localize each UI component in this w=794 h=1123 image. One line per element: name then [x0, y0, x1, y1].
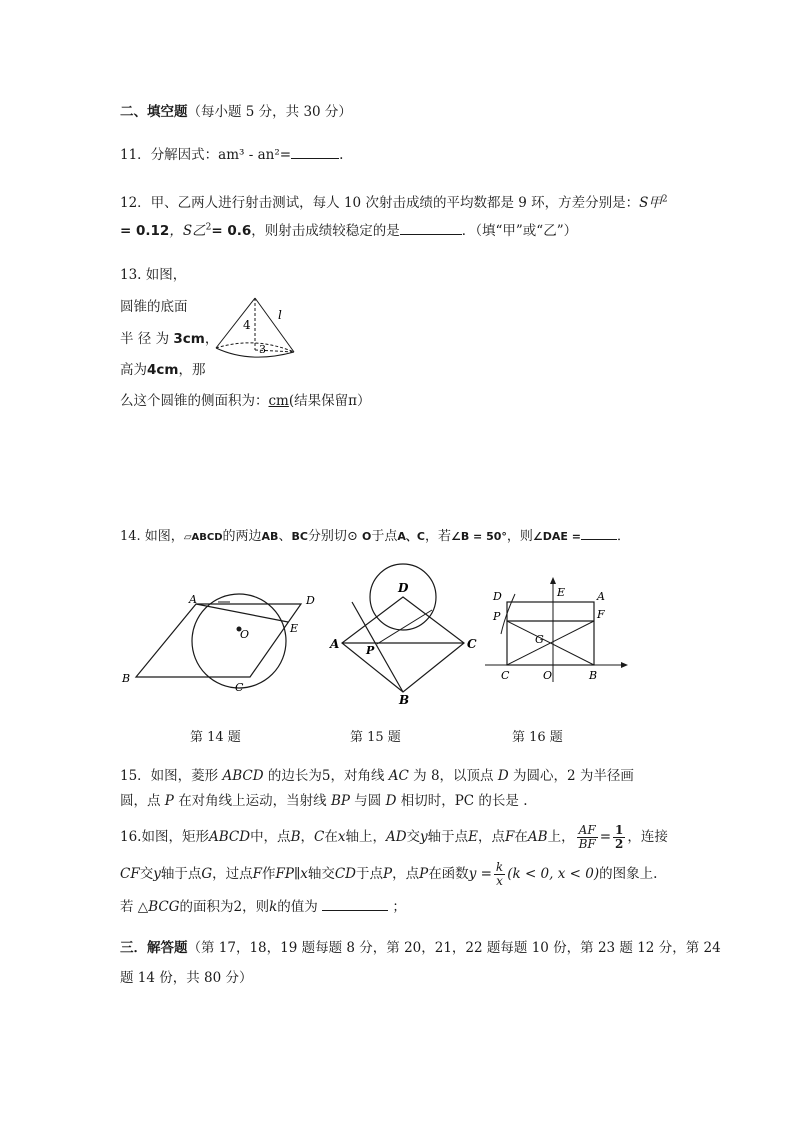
caption-15: 第 15 题 — [350, 730, 401, 745]
q16-t2: 中，点 — [250, 829, 291, 845]
q16-t17: 于点 — [356, 866, 383, 882]
f14-label-c: C — [235, 681, 244, 694]
q16-blank[interactable] — [322, 897, 388, 911]
x-axis-arrow — [621, 662, 628, 668]
q14-circle-symbol: ⊙ — [346, 529, 358, 544]
q14-parallelogram: ▱ABCD — [183, 532, 223, 543]
q16-abcd: ABCD — [208, 829, 251, 845]
q16-c: C — [313, 829, 325, 845]
q15-diagonal: 8 — [430, 768, 440, 784]
q15-bp: BP — [330, 793, 350, 809]
q15-side: 5 — [321, 768, 331, 784]
segment-pc — [377, 610, 432, 644]
q14-text-4: ，若 — [424, 529, 451, 544]
f15-label-p: P — [366, 644, 375, 657]
section-3-note-1: （第 17，18，19 题每题 8 分，第 20，21，22 题每题 10 份，第 23 题 12 分，第 24 — [187, 940, 721, 956]
q16-f: F — [505, 829, 515, 845]
q16-t15: 作 — [262, 866, 276, 882]
q16-half-den: 2 — [615, 837, 624, 851]
f16-label-f: F — [597, 608, 605, 621]
q14-blank[interactable] — [581, 526, 617, 540]
f15-label-b: B — [399, 693, 410, 707]
cone-figure — [210, 292, 310, 364]
q16-eq: = — [599, 829, 612, 845]
q16-t1: 16.如图，矩形 — [120, 829, 209, 845]
q13-l3-text: 半 径 为 — [120, 331, 170, 347]
q15-t6: 为圆心， — [512, 768, 567, 784]
q16-t7: 轴于点 — [427, 829, 469, 845]
question-14 — [120, 525, 630, 544]
q12-value-2: = 0.6 — [211, 223, 252, 239]
segment-ae — [196, 604, 288, 622]
f16-label-e: E — [557, 586, 566, 599]
q15-p: P — [164, 793, 174, 809]
q12-s-yi: ，S乙 — [169, 223, 206, 239]
f16-label-d: D — [493, 590, 502, 603]
q14-ab: AB — [261, 530, 279, 543]
q16-t18: ，点 — [392, 866, 420, 882]
q14-text-2: 分别切 — [307, 529, 347, 544]
q16-k-over-x — [494, 861, 505, 888]
q14-sep: 、 — [278, 529, 292, 544]
q16-line-2 — [120, 861, 657, 888]
q14-bc: BC — [291, 530, 308, 543]
f15-label-a: A — [330, 637, 340, 651]
q13-l5-tail: (结果保留π） — [288, 393, 371, 409]
hyperbola-branch — [501, 594, 515, 634]
q15-abcd: ABCD — [222, 768, 264, 784]
q12-s-jia: S甲 — [639, 195, 662, 211]
q12-value-1: = 0.12 — [120, 223, 170, 239]
q15-t7: 为半径画 — [579, 768, 634, 784]
q16-condition: (k < 0, x < 0) — [507, 866, 600, 882]
q16-t11: ，连接 — [627, 829, 668, 845]
q16-t16: 轴交 — [307, 866, 335, 882]
q16-ab: AB — [527, 829, 548, 845]
q13-l4-text: 高为 — [120, 362, 147, 378]
section-3-note-2: 题 14 份，共 80 分） — [120, 970, 253, 986]
cone-label-height: 4 — [243, 318, 251, 332]
q16-y-2: y — [153, 866, 161, 882]
figure-16 — [485, 576, 630, 686]
q16-line-3 — [120, 895, 406, 915]
q16-t21: 若 △ — [120, 899, 149, 915]
q15-t4: 为 — [413, 768, 427, 784]
q14-end: ． — [617, 529, 631, 544]
f16-label-o: O — [543, 669, 553, 682]
q16-half-num: 1 — [615, 823, 624, 837]
cone-label-slant: l — [278, 308, 282, 322]
q13-l3-comma: ， — [204, 331, 219, 347]
q16-t23: ，则 — [242, 899, 270, 915]
caption-16: 第 16 题 — [512, 730, 563, 745]
q13-radius: 3cm — [173, 331, 205, 347]
q16-x-2: x — [300, 866, 308, 882]
q15-line-1 — [120, 764, 634, 784]
caption-14: 第 14 题 — [190, 730, 241, 745]
q16-ratio-num: AF — [577, 824, 598, 838]
q16-p-2: P — [419, 866, 429, 882]
q14-a: A — [397, 530, 406, 543]
q14-ask: ∠DAE = — [532, 530, 581, 543]
q16-ratio-den: BF — [578, 837, 596, 851]
q16-k: k — [269, 899, 278, 915]
q16-fp: FP — [275, 866, 294, 882]
q16-x-den: x — [496, 874, 503, 888]
f16-label-a: A — [597, 590, 605, 603]
q15-t1: 15．如图，菱形 — [120, 768, 219, 784]
question-11 — [120, 143, 343, 163]
q15-t8: 圆，点 — [120, 793, 161, 809]
q15-line-2 — [120, 789, 528, 809]
f16-label-b: B — [589, 669, 598, 682]
figure-15 — [328, 562, 488, 707]
q16-line-1 — [120, 824, 668, 851]
q16-t12: 交 — [139, 866, 154, 882]
q15-end: . — [523, 793, 528, 809]
q13-line-5 — [120, 389, 371, 409]
q15-t9: 在对角线上运动，当射线 — [178, 793, 327, 809]
f14-label-b: B — [122, 672, 131, 685]
q16-cf: CF — [120, 866, 140, 882]
q13-unit: cm — [268, 393, 289, 409]
q11-end: . — [339, 147, 344, 163]
q12-square: 2 — [661, 194, 668, 205]
q16-parallel: ∥ — [293, 866, 301, 882]
q16-x: x — [337, 829, 346, 845]
q16-e: E — [468, 829, 479, 845]
q16-t5: 轴上， — [345, 829, 386, 845]
q12-stem: 12．甲、乙两人进行射击测试，每人 10 次射击成绩的平均数都是 9 环，方差分别是： — [120, 195, 640, 211]
q16-t3: ， — [300, 829, 314, 845]
q11-text: 分解因式：am³ - an²= — [150, 147, 292, 163]
q13-line-1: 13. 如图， — [120, 267, 187, 283]
q16-y-eq: y = — [468, 866, 492, 882]
q16-t24: 的值为 — [277, 899, 318, 915]
f14-label-d: D — [306, 594, 315, 607]
f14-label-o: O — [240, 628, 250, 641]
q15-d: D — [497, 768, 509, 784]
section-2-title: 二、填空题 — [120, 104, 188, 120]
q16-p: P — [383, 866, 393, 882]
q11-number: 11． — [120, 147, 151, 163]
q16-ratio-fraction — [577, 824, 598, 851]
q16-area: 2 — [233, 899, 243, 915]
q13-line-3 — [120, 327, 218, 347]
q15-ac: AC — [388, 768, 409, 784]
q16-t20: 的图象上. — [599, 866, 658, 882]
q16-y: y — [420, 829, 428, 845]
q16-t14: ，过点 — [212, 866, 253, 882]
parallelogram-abcd — [136, 604, 301, 677]
question-12-line-2: = 0.12，S乙$^2$= 0.6，则射击成绩较稳定的是 ．（填“甲”或“乙”） — [120, 222, 578, 239]
f15-label-c: C — [467, 637, 477, 651]
q16-bcg: BCG — [148, 899, 180, 915]
section-3-title: 三．解答题 — [120, 940, 188, 956]
q16-end: ； — [392, 899, 406, 915]
q16-half-fraction — [613, 824, 625, 851]
f16-label-g: G — [535, 633, 544, 646]
q14-condition: ∠B = 50° — [450, 530, 507, 543]
q16-t22: 的面积为 — [179, 899, 234, 915]
q16-t8: ，点 — [478, 829, 506, 845]
q13-l5-text: 么这个圆锥的侧面积为： — [120, 393, 269, 409]
circle-o — [192, 594, 286, 688]
q14-text-3: 于点 — [371, 529, 398, 544]
q14-c: 、C — [405, 530, 425, 543]
q15-d-2: D — [385, 793, 397, 809]
q12-blank[interactable] — [400, 221, 462, 235]
q15-t2: 的边长为 — [267, 768, 322, 784]
q13-l4-tail: ，那 — [178, 362, 206, 378]
q16-t10: 上， — [547, 829, 575, 845]
q15-t10: 与圆 — [354, 793, 382, 809]
section-2-header — [120, 100, 352, 120]
q16-t4: 在 — [324, 829, 338, 845]
q16-t13: 轴于点 — [160, 866, 202, 882]
q16-k-num: k — [495, 860, 504, 874]
y-axis-arrow — [550, 577, 556, 584]
q12-tail: ，则射击成绩较稳定的是 — [251, 223, 400, 239]
rectangle-abcd — [507, 602, 594, 665]
q13-line-2: 圆锥的底面 — [120, 299, 188, 315]
q16-f-2: F — [252, 866, 263, 882]
f14-label-e: E — [290, 622, 299, 635]
question-12-line-1 — [120, 191, 668, 211]
rhombus-abcd — [342, 597, 464, 692]
f15-label-d: D — [398, 581, 409, 595]
figure-14 — [118, 588, 328, 698]
q15-t3: ，对角线 — [330, 768, 385, 784]
cone-label-radius: 3 — [259, 343, 266, 356]
q16-t19: 在函数 — [428, 866, 469, 882]
q14-text-1: 的两边 — [222, 529, 262, 544]
q15-t5: ，以顶点 — [439, 768, 494, 784]
q16-ad: AD — [385, 829, 407, 845]
q12-hint: ．（填“甲”或“乙”） — [461, 223, 578, 239]
q16-t9: 在 — [514, 829, 528, 845]
section-2-note: （每小题 5 分，共 30 分） — [187, 104, 352, 120]
q15-radius: 2 — [566, 768, 576, 784]
q11-blank[interactable] — [291, 145, 339, 159]
q16-b: B — [290, 829, 301, 845]
f14-label-a: A — [189, 593, 197, 606]
q14-o: O — [361, 530, 372, 543]
q16-t6: 交 — [406, 829, 421, 845]
f16-label-c: C — [501, 669, 510, 682]
q14-prefix: 14. 如图， — [120, 529, 184, 544]
q16-g: G — [201, 866, 213, 882]
q16-cd: CD — [334, 866, 356, 882]
q13-line-4 — [120, 358, 205, 378]
q15-t11: 相切时，PC 的长是 — [400, 793, 519, 809]
f16-label-p: P — [493, 610, 501, 623]
q14-text-5: ，则 — [506, 529, 533, 544]
section-3-line-1 — [120, 936, 721, 956]
q13-height: 4cm — [147, 362, 179, 378]
